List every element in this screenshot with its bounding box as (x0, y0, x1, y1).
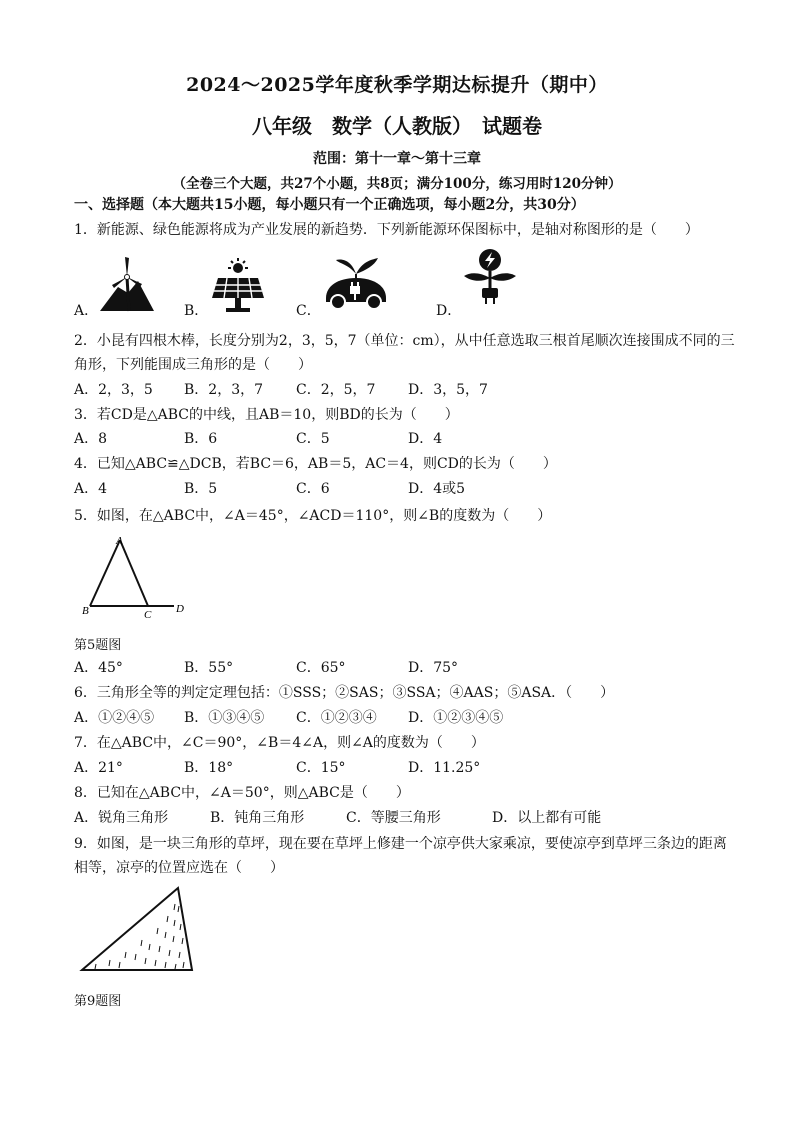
question-7-stem: 7．在△ABC中，∠C＝90°，∠B＝4∠A，则∠A的度数为（ ） (74, 735, 485, 751)
question-2-stem-line1: 2．小昆有四根木棒，长度分别为2，3，5，7（单位：cm），从中任意选取三根首尾顺次连接围成不同的三 (74, 333, 735, 349)
option-d: D．4 (408, 431, 443, 447)
option-a: A．21° (74, 760, 123, 776)
option-b: B．6 (184, 431, 218, 447)
option-d: D．4或5 (408, 481, 466, 497)
option-d: D．①②③④⑤ (408, 710, 504, 726)
section-heading: 一、选择题（本大题共15小题，每小题只有一个正确选项，每小题2分，共30分） (74, 197, 585, 213)
question-4-options (74, 479, 754, 499)
question-6-stem: 6．三角形全等的判定定理包括：①SSS；②SAS；③SSA；④AAS；⑤ASA．（ ） (74, 685, 615, 701)
exam-range: 范围：第十一章～第十三章 (313, 151, 481, 167)
option-d: D．75° (408, 660, 459, 676)
question-8-stem: 8．已知在△ABC中，∠A＝50°，则△ABC是（ ） (74, 785, 410, 801)
option-b: B．①③④⑤ (184, 710, 265, 726)
option-c: C．5 (296, 431, 330, 447)
exam-subtitle: 八年级 数学（人教版） 试题卷 (252, 114, 542, 138)
q1-option-d-label: D． (436, 303, 462, 319)
triangle-figure-q5 (80, 534, 190, 620)
question-9-stem-line2: 相等，凉亭的位置应选在（ ） (74, 860, 284, 876)
electric-car-icon (322, 252, 390, 310)
question-4-stem: 4．已知△ABC≌△DCB，若BC＝6，AB＝5，AC＝4，则CD的长为（ ） (74, 456, 557, 472)
option-a: A．8 (74, 431, 108, 447)
question-6-options (74, 708, 754, 728)
q1-option-b-label: B． (184, 303, 209, 319)
option-c: C．①②③④ (296, 710, 377, 726)
option-b: B．2，3，7 (184, 382, 264, 398)
wind-turbine-icon (98, 255, 156, 313)
option-b: B．5 (184, 481, 218, 497)
option-a: A．锐角三角形 (74, 810, 169, 826)
option-d: D．3，5，7 (408, 382, 488, 398)
q1-option-c-label: C． (296, 303, 321, 319)
question-5-options (74, 658, 754, 678)
point-d-label: D (176, 603, 184, 615)
figure-9-caption: 第9题图 (74, 994, 122, 1009)
question-5-stem: 5．如图，在△ABC中，∠A＝45°，∠ACD＝110°，则∠B的度数为（ ） (74, 508, 552, 524)
question-3-stem: 3．若CD是△ABC的中线，且AB＝10，则BD的长为（ ） (74, 407, 459, 423)
question-2-options (74, 380, 754, 400)
option-b: B．18° (184, 760, 234, 776)
option-b: B．钝角三角形 (210, 810, 305, 826)
question-8-options (74, 808, 754, 828)
question-7-options (74, 758, 754, 778)
vertex-a-label: A (116, 535, 123, 547)
figure-5-caption: 第5题图 (74, 638, 122, 653)
option-c: C．2，5，7 (296, 382, 376, 398)
lawn-triangle-figure-q9 (80, 884, 200, 976)
option-a: A．①②④⑤ (74, 710, 155, 726)
option-c: C．6 (296, 481, 330, 497)
option-a: A．4 (74, 481, 108, 497)
option-d: D．以上都有可能 (492, 810, 602, 826)
vertex-c-label: C (144, 609, 152, 621)
option-c: C．65° (296, 660, 346, 676)
option-c: C．15° (296, 760, 346, 776)
option-a: A．45° (74, 660, 123, 676)
exam-note: （全卷三个大题，共27个小题，共8页；满分100分，练习用时120分钟） (172, 176, 622, 192)
question-3-options (74, 429, 754, 449)
option-b: B．55° (184, 660, 234, 676)
exam-title: 2024～2025学年度秋季学期达标提升（期中） (186, 74, 608, 96)
solar-panel-icon (210, 258, 266, 314)
option-a: A．2，3，5 (74, 382, 153, 398)
q1-option-a-label: A． (74, 303, 99, 319)
question-1-stem: 1．新能源、绿色能源将成为产业发展的新趋势．下列新能源环保图标中，是轴对称图形的是（ ） (74, 222, 699, 238)
question-2-stem-line2: 角形，下列能围成三角形的是（ ） (74, 357, 312, 373)
vertex-b-label: B (82, 605, 89, 617)
question-9-stem-line1: 9．如图，是一块三角形的草坪，现在要在草坪上修建一个凉亭供大家乘凉，要使凉亭到草坪三条边的距离 (74, 836, 727, 852)
option-d: D．11.25° (408, 760, 481, 776)
option-c: C．等腰三角形 (346, 810, 441, 826)
plant-plug-icon (462, 248, 518, 310)
